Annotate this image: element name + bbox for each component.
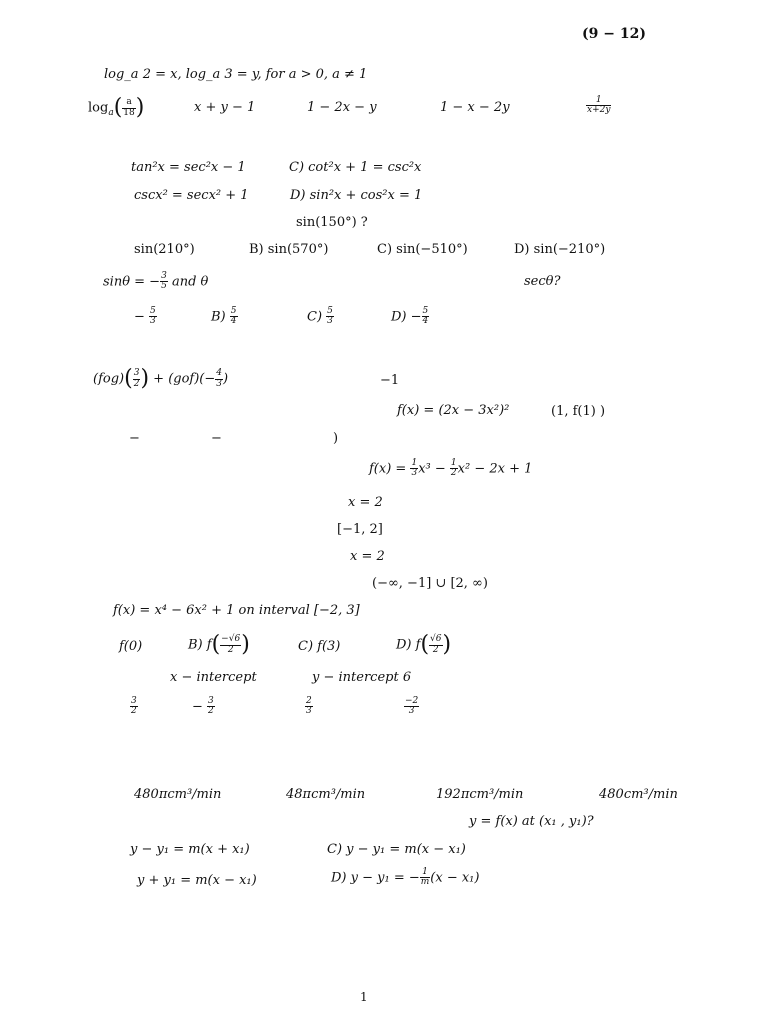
sec-choice-a: − $\frac{5}{3}$: [134, 306, 156, 327]
sec-prompt: sinθ = − $\frac{3}{5}$ and θ: [103, 271, 209, 292]
sec-ask: secθ?: [524, 274, 561, 289]
cubic-function: f(x) = $\frac{1}{3}$ x³ − $\frac{1}{2}$ x² − 2x + 1: [369, 458, 533, 479]
log-choice-d: $\frac{1}{x+2y}$: [587, 95, 611, 116]
quartic-choice-d: D) f( $\frac{√6}{2}$ ): [396, 632, 452, 657]
log-given-line: log_a 2 = x, log_a 3 = y, for a > 0, a ≠ 1: [104, 67, 368, 82]
tangent-point: (1, f(1) ): [551, 404, 606, 419]
log-prompt-fraction: $\frac{a}{18}$: [123, 97, 135, 118]
composition-answer: −1: [380, 373, 400, 388]
quartic-choice-a: f(0): [119, 639, 143, 654]
line-choice-c: C) y − y₁ = m(x − x₁): [327, 842, 466, 857]
tangent-paren: ): [333, 431, 339, 446]
rate-choice-c: 192πcm³/min: [436, 787, 524, 802]
tangent-function: f(x) = (2x − 3x²)²: [397, 403, 510, 418]
identity-choice-a: tan²x = sec²x − 1: [131, 160, 246, 175]
quartic-choice-c: C) f(3): [298, 639, 341, 654]
sin150-prompt: sin(150°) ?: [296, 215, 368, 230]
line-prompt: y = f(x) at (x₁ , y₁)?: [469, 814, 594, 829]
intercept-choice-b: − $\frac{3}{2}$: [192, 696, 214, 717]
line-choice-a: y − y₁ = m(x + x₁): [130, 842, 250, 857]
sec-choice-b: B) $\frac{5}{4}$: [211, 306, 237, 327]
log-choice-b: 1 − 2x − y: [307, 100, 377, 115]
question-range: (9 − 12): [582, 26, 646, 42]
cubic-option-4: (−∞, −1] ∪ [2, ∞): [372, 576, 488, 591]
x-intercept-label: x − intercept: [170, 670, 257, 685]
log-prompt: $\log_a$( $\frac{a}{18}$ ): [88, 95, 145, 120]
cubic-option-2: [−1, 2]: [337, 522, 383, 537]
intercept-choice-d: $\frac{-2}{3}$: [405, 696, 419, 717]
rate-choice-b: 48πcm³/min: [286, 787, 366, 802]
tangent-dash-2: −: [211, 431, 222, 446]
rate-choice-d: 480cm³/min: [599, 787, 678, 802]
identity-choice-c: C) cot²x + 1 = csc²x: [289, 160, 422, 175]
sin150-choice-a: sin(210°): [134, 242, 195, 257]
composition-prompt: (fog)( $\frac{3}{2}$ ) + (gof)(− $\frac{4}{3}$ ): [93, 366, 229, 391]
sec-choice-c: C) $\frac{5}{3}$: [307, 306, 333, 327]
cubic-option-3: x = 2: [350, 549, 385, 564]
sec-choice-d: D) − $\frac{5}{4}$: [391, 306, 429, 327]
rate-choice-a: 480πcm³/min: [134, 787, 222, 802]
page-number: 1: [360, 990, 368, 1004]
log-choice-a: x + y − 1: [194, 100, 256, 115]
tangent-dash-1: −: [129, 431, 140, 446]
identity-choice-d: D) sin²x + cos²x = 1: [290, 188, 423, 203]
cubic-option-1: x = 2: [348, 495, 383, 510]
y-intercept-label: y − intercept 6: [312, 670, 412, 685]
intercept-choice-a: $\frac{3}{2}$: [131, 696, 137, 717]
line-choice-d: D) y − y₁ = − $\frac{1}{m}$ (x − x₁): [331, 867, 480, 888]
quartic-prompt: f(x) = x⁴ − 6x² + 1 on interval [−2, 3]: [113, 603, 360, 618]
intercept-choice-c: $\frac{2}{3}$: [306, 696, 312, 717]
log-choice-c: 1 − x − 2y: [440, 100, 510, 115]
identity-choice-b: cscx² = secx² + 1: [134, 188, 249, 203]
line-choice-b: y + y₁ = m(x − x₁): [137, 873, 257, 888]
quartic-choice-b: B) f( $\frac{-√6}{2}$ ): [188, 632, 250, 657]
sin150-choice-c: C) sin(−510°): [377, 242, 468, 257]
sin150-choice-b: B) sin(570°): [249, 242, 329, 257]
sin150-choice-d: D) sin(−210°): [514, 242, 606, 257]
